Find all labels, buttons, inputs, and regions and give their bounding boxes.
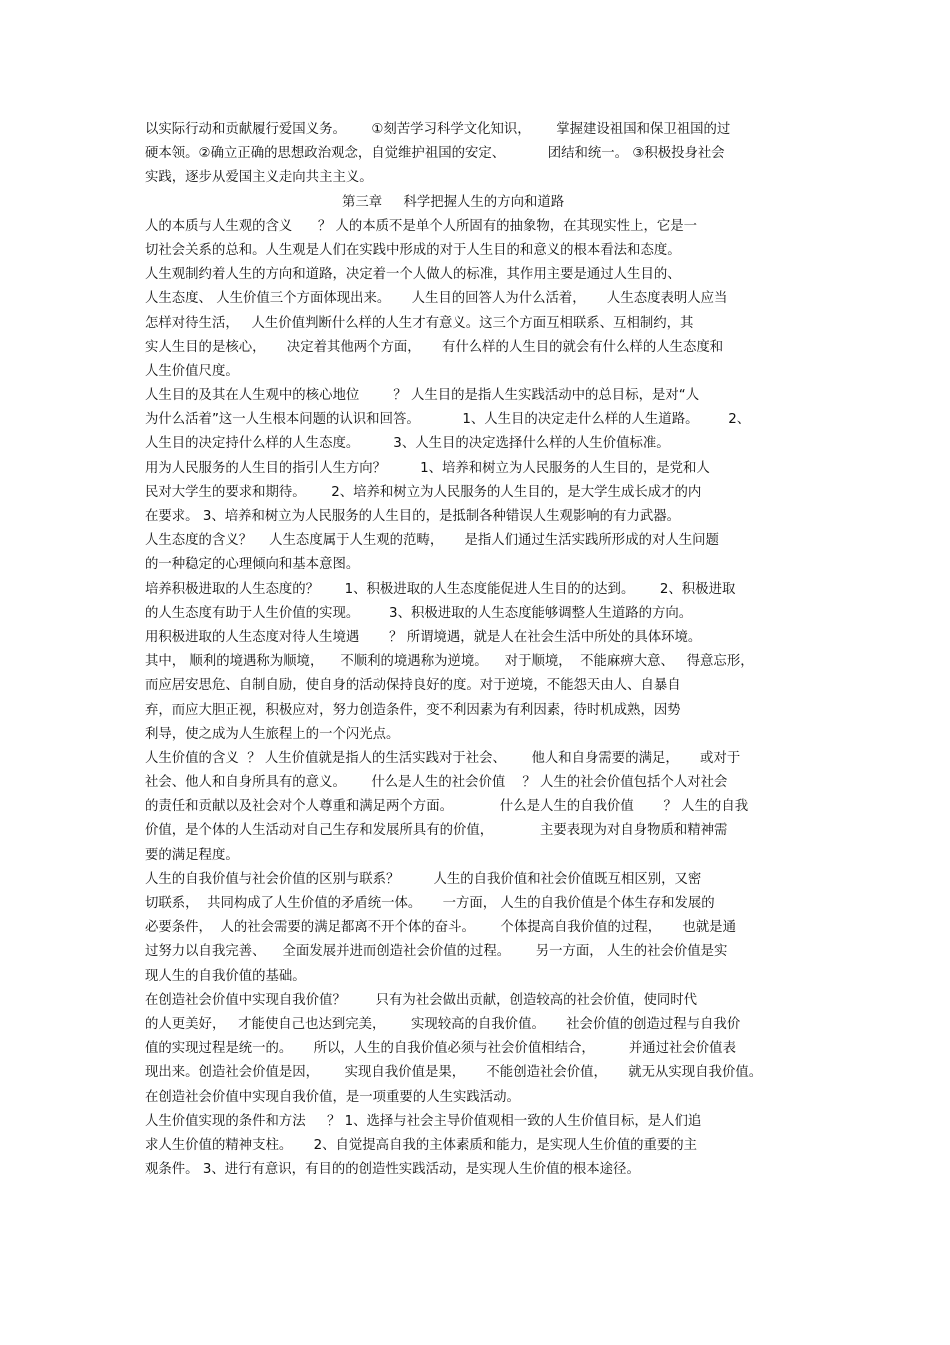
text-line: 过努力以自我完善、 全面发展并进而创造社会价值的过程。 另一方面， 人生的社会价值是实	[145, 944, 728, 960]
text-line: 的一种稳定的心理倾向和基本意图。	[145, 557, 360, 573]
text-line: 人生价值的含义 ？ 人生价值就是指人的生活实践对于社会、 他人和自身需要的满足， 或对于	[145, 750, 741, 766]
text-line: 人生目的及其在人生观中的核心地位 ？ 人生目的是指人生实践活动中的总目标，是对“人	[145, 388, 700, 404]
document-body	[145, 118, 825, 1182]
text-line: 的责任和贡献以及社会对个人尊重和满足两个方面。 什么是人生的自我价值 ？ 人生的自我	[145, 799, 749, 815]
text-line: 切联系， 共同构成了人生价值的矛盾统一体。 一方面， 人生的自我价值是个体生存和发展的	[145, 896, 715, 911]
text-line: 为什么活着”这一人生根本问题的认识和回答。 1、人生目的决定走什么样的人生道路。 2、	[145, 412, 751, 428]
text-line: 人生态度、 人生价值三个方面体现出来。 人生目的回答人为什么活着， 人生态度表明人应当	[145, 291, 728, 307]
text-line: 必要条件， 人的社会需要的满足都离不开个体的奋斗。 个体提高自我价值的过程， 也就是通	[145, 920, 736, 936]
text-line: 人生观制约着人生的方向和道路，决定着一个人做人的标准，其作用主要是通过人生目的、	[145, 267, 681, 283]
text-line: 以实际行动和贡献履行爱国义务。 ①刻苦学习科学文化知识， 掌握建设祖国和保卫祖国的过	[145, 122, 731, 137]
text-line: 弃，而应大胆正视，积极应对，努力创造条件，变不利因素为有利因素，待时机成熟，因势	[145, 702, 681, 718]
text-line: 用为人民服务的人生目的指引人生方向？ 1、培养和树立为人民服务的人生目的，是党和人	[145, 460, 710, 476]
text-line: 社会、他人和自身所具有的意义。 什么是人生的社会价值 ？ 人生的社会价值包括个人对社会	[145, 775, 728, 791]
text-line: 价值，是个体的人生活动对自己生存和发展所具有的价值， 主要表现为对自身物质和精神需	[145, 823, 728, 839]
text-line: 值的实现过程是统一的。 所以，人生的自我价值必须与社会价值相结合， 并通过社会价值表	[145, 1041, 736, 1057]
text-line: 现人生的自我价值的基础。	[145, 968, 306, 984]
text-line: 实人生目的是核心， 决定着其他两个方面， 有什么样的人生目的就会有什么样的人生态度和	[145, 339, 724, 355]
text-line: 人生态度的含义？ 人生态度属于人生观的范畴， 是指人们通过生活实践所形成的对人生问题	[145, 533, 719, 549]
text-line: 人生的自我价值与社会价值的区别与联系？ 人生的自我价值和社会价值既互相区别，又密	[145, 871, 702, 887]
text-line: 人生价值尺度。	[145, 363, 239, 379]
text-line: 民对大学生的要求和期待。 2、培养和树立为人民服务的人生目的，是大学生成长成才的内	[145, 484, 702, 500]
text-line: 实践，逐步从爱国主义走向共主主义。	[145, 170, 373, 186]
text-line: 现出来。创造社会价值是因， 实现自我价值是果， 不能创造社会价值， 就无从实现自我价值。	[145, 1065, 763, 1081]
text-line: 培养积极进取的人生态度的？ 1、积极进取的人生态度能促进人生目的的达到。 2、积极进取	[145, 581, 736, 597]
text-line: 用积极进取的人生态度对待人生境遇 ？ 所谓境遇，就是人在社会生活中所处的具体环境。	[145, 629, 702, 645]
text-line: 而应居安思危、自制自励，使自身的活动保持良好的度。对于逆境，不能怨天由人、自暴自	[145, 678, 681, 694]
text-line: 切社会关系的总和。人生观是人们在实践中形成的对于人生目的和意义的根本看法和态度。	[145, 242, 681, 258]
text-line: 求人生价值的精神支柱。 2、自觉提高自我的主体素质和能力，是实现人生价值的重要的主	[145, 1137, 698, 1153]
text-line: 的人更美好， 才能使自己也达到完美， 实现较高的自我价值。 社会价值的创造过程与自我价	[145, 1016, 741, 1032]
text-line: 人生价值实现的条件和方法 ？ 1、选择与社会主导价值观相一致的人生价值目标，是人们追	[145, 1113, 702, 1129]
text-line: 的人生态度有助于人生价值的实现。 3、积极进取的人生态度能够调整人生道路的方向。	[145, 605, 693, 621]
text-line: 要的满足程度。	[145, 847, 239, 863]
text-line: 在要求。 3、培养和树立为人民服务的人生目的，是抵制各种错误人生观影响的有力武器。	[145, 509, 681, 524]
text-line: 在创造社会价值中实现自我价值？ 只有为社会做出贡献，创造较高的社会价值，使同时代	[145, 992, 698, 1008]
text-line: 其中， 顺利的境遇称为顺境， 不顺利的境遇称为逆境。 对于顺境， 不能麻痹大意、 得意忘形，	[145, 654, 754, 670]
text-line: 怎样对待生活， 人生价值判断什么样的人生才有意义。这三个方面互相联系、互相制约，其	[145, 315, 694, 331]
text-line: 利导，使之成为人生旅程上的一个闪光点。	[145, 726, 400, 742]
text-line: 人生目的决定持什么样的人生态度。 3、人生目的决定选择什么样的人生价值标准。	[145, 436, 670, 452]
text-line: 人的本质与人生观的含义 ？ 人的本质不是单个人所固有的抽象物，在其现实性上，它是一	[145, 218, 698, 234]
text-line: 在创造社会价值中实现自我价值，是一项重要的人生实践活动。	[145, 1089, 520, 1105]
chapter-heading: 第三章 科学把握人生的方向和道路	[342, 194, 565, 210]
text-line: 观条件。 3、进行有意识，有目的的创造性实践活动，是实现人生价值的根本途径。	[145, 1162, 640, 1178]
text-line: 硬本领。②确立正确的思想政治观念，自觉维护祖国的安定、 团结和统一。 ③积极投身社会	[145, 146, 725, 162]
